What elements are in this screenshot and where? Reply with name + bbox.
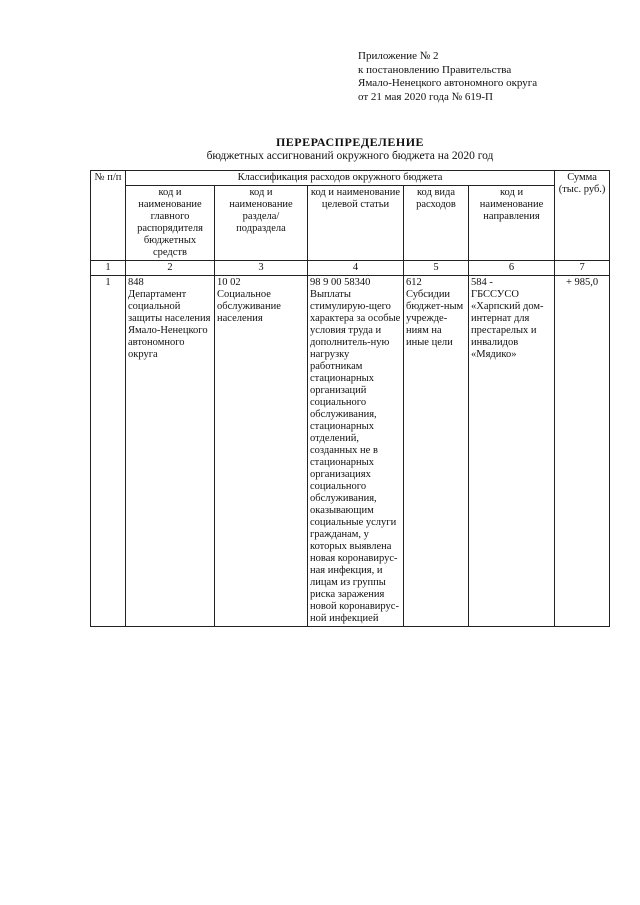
expense-type-name: Субсидии бюджет-ным учрежде-ниям на иные цели bbox=[406, 289, 464, 348]
target-article-code: 98 9 00 58340 bbox=[310, 277, 371, 288]
column-number: 4 bbox=[308, 261, 404, 276]
column-number: 7 bbox=[555, 261, 610, 276]
appendix-date: от 21 мая 2020 года № 619-П bbox=[358, 90, 493, 103]
column-number: 2 bbox=[126, 261, 215, 276]
column-number: 5 bbox=[404, 261, 469, 276]
header-row-top bbox=[91, 171, 610, 186]
header-sum: Сумма (тыс. руб.) bbox=[555, 171, 610, 261]
section-code: 10 02 bbox=[217, 277, 241, 288]
direction-name: ГБССУСО «Харпский дом-интернат для престарелых и инвалидов «Мядико» bbox=[471, 289, 544, 360]
document-title: ПЕРЕРАСПРЕДЕЛЕНИЕ bbox=[275, 135, 425, 149]
column-number: 3 bbox=[215, 261, 308, 276]
row-target-article bbox=[308, 276, 404, 627]
section-name: Социальное обслуживание населения bbox=[217, 289, 281, 324]
appendix-region: Ямало-Ненецкого автономного округа bbox=[358, 77, 538, 89]
row-num: 1 bbox=[91, 276, 126, 627]
column-number: 1 bbox=[91, 261, 126, 276]
direction-code: 584 - bbox=[471, 277, 493, 288]
administrator-code: 848 bbox=[128, 277, 144, 288]
header-col5: код вида расходов bbox=[404, 186, 469, 261]
expense-type-code: 612 bbox=[406, 277, 422, 288]
row-administrator bbox=[126, 276, 215, 627]
row-expense-type bbox=[404, 276, 469, 627]
document-subtitle: бюджетных ассигнований окружного бюджета на 2020 год bbox=[206, 150, 494, 162]
target-article-name: Выплаты стимулирую-щего характера за особые условия труда и дополнитель-ную нагрузку работникам стационарных организаций социального обслуживания, стационарных отделений, созданных не в стационарных организациях социального обслуживания, оказывающим социальные услуги гражданам, у которых выявлена новая коронавирус-ная инфекция, и лицам из группы риска заражения новой коронавирус-ной инфекцией bbox=[310, 289, 401, 624]
appendix-reference: к постановлению Правительства bbox=[358, 63, 512, 76]
header-col2: код и наименование главного распорядителя бюджетных средств bbox=[126, 186, 215, 261]
header-col4: код и наименование целевой статьи bbox=[308, 186, 404, 261]
column-numbers-row bbox=[91, 261, 610, 276]
row-direction bbox=[469, 276, 555, 627]
header-col3: код и наименование раздела/ подраздела bbox=[215, 186, 308, 261]
row-section bbox=[215, 276, 308, 627]
header-row-sub bbox=[91, 186, 610, 261]
column-number: 6 bbox=[469, 261, 555, 276]
budget-table bbox=[90, 170, 610, 627]
row-sum: + 985,0 bbox=[555, 276, 610, 627]
appendix-number: Приложение № 2 bbox=[358, 50, 439, 62]
appendix-note bbox=[358, 50, 537, 104]
header-classification: Классификация расходов окружного бюджета bbox=[126, 171, 555, 186]
header-num: № п/п bbox=[91, 171, 126, 261]
document-heading bbox=[90, 135, 610, 163]
administrator-name: Департамент социальной защиты населения Ямало-Ненецкого автономного округа bbox=[128, 289, 211, 360]
header-col6: код и наименование направления bbox=[469, 186, 555, 261]
table-row bbox=[91, 276, 610, 627]
